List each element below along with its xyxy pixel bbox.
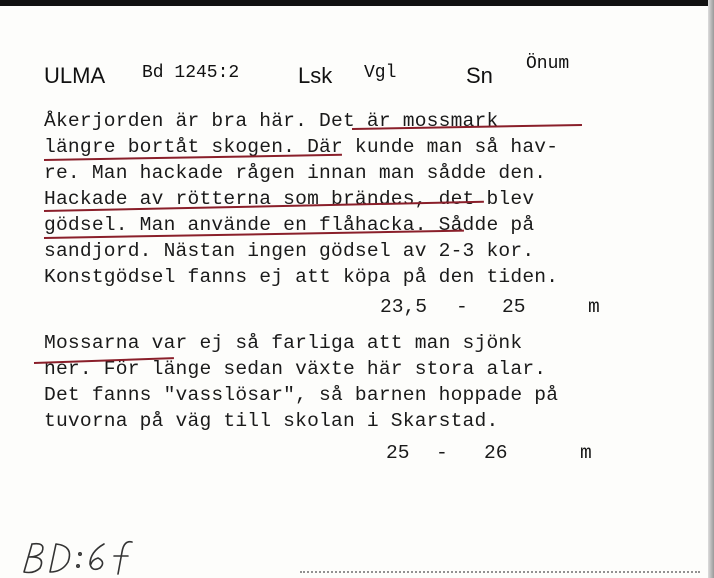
text-line: Mossarna var ej så farliga att man sjönk: [44, 332, 523, 354]
scan-edge-noise: [300, 571, 700, 576]
depth-from: 25: [386, 442, 410, 464]
record-number: Bd 1245:2: [142, 63, 240, 83]
depth-dash: -: [436, 442, 448, 464]
text-line: sandjord. Nästan ingen gödsel av 2-3 kor.: [44, 240, 535, 262]
region-label: Lsk: [298, 63, 333, 88]
handwritten-shelf-mark: [20, 536, 170, 576]
region-value: Vgl: [364, 63, 397, 83]
depth-unit: m: [588, 296, 600, 318]
depth-to: 25: [502, 296, 526, 318]
parish-value: Önum: [526, 54, 570, 74]
card-top-edge: [0, 0, 714, 6]
depth-to: 26: [484, 442, 508, 464]
text-line: Det fanns "vasslösar", så barnen hoppade på: [44, 384, 559, 406]
depth-from: 23,5: [380, 296, 428, 318]
text-line: ner. För länge sedan växte här stora alar.: [44, 358, 547, 380]
depth-unit: m: [580, 442, 592, 464]
depth-dash: -: [456, 296, 468, 318]
text-line: längre bortåt skogen. Där kunde man så hav-: [44, 136, 559, 158]
archive-code: ULMA: [44, 63, 106, 88]
text-line: Åkerjorden är bra här. Det är mossmark: [44, 110, 499, 132]
text-line: re. Man hackade rågen innan man sådde den.: [44, 162, 547, 184]
text-line: Konstgödsel fanns ej att köpa på den tiden.: [44, 266, 559, 288]
text-line: tuvorna på väg till skolan i Skarstad.: [44, 410, 499, 432]
card-right-edge: [708, 0, 714, 578]
card-header: [44, 54, 664, 92]
text-line: gödsel. Man använde en flåhacka. Sådde på: [44, 214, 535, 236]
text-line: Hackade av rötterna som brändes, det blev: [44, 188, 535, 210]
parish-label: Sn: [466, 63, 493, 88]
